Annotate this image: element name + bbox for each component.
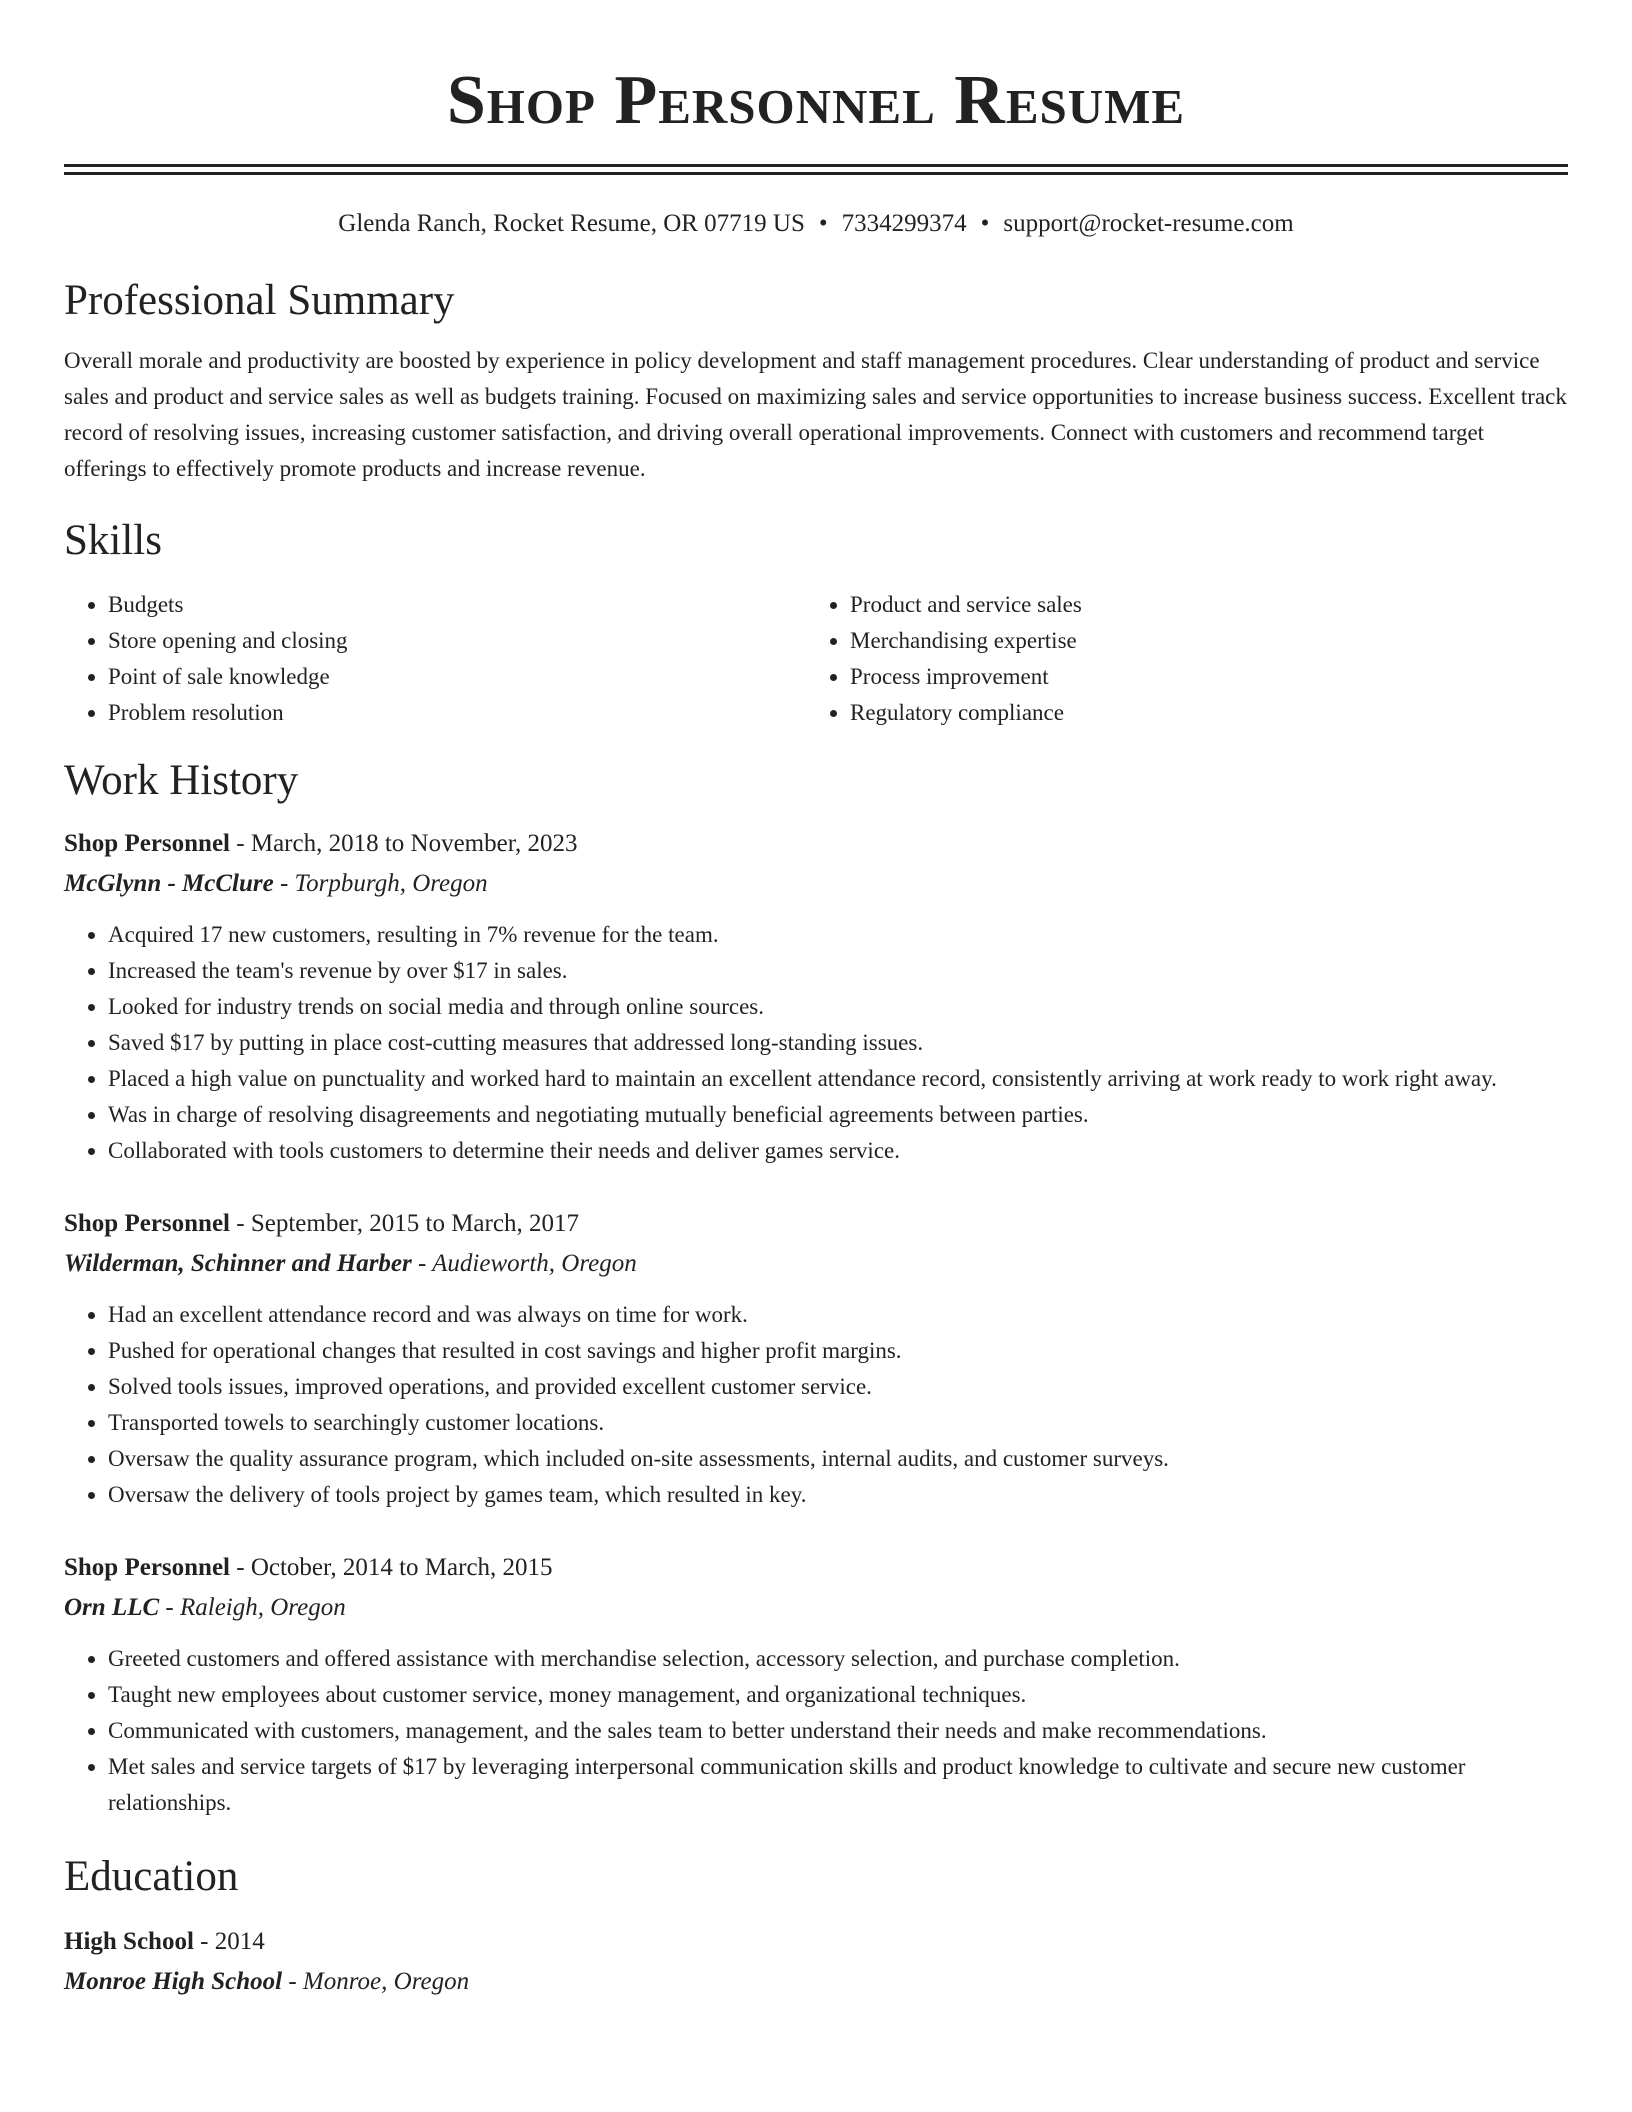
job-title-line <box>64 825 1568 863</box>
job-duty: • Acquired 17 new customers, resulting in 7% revenue for the team. <box>108 917 1568 953</box>
job-duty: • Looked for industry trends on social media and through online sources. <box>108 989 1568 1025</box>
skills-list <box>64 587 1568 731</box>
job-duty: • Oversaw the quality assurance program, which included on-site assessments, internal audits, and customer surveys. <box>108 1441 1568 1477</box>
skill-item: • Point of sale knowledge <box>108 659 806 695</box>
job-duty: • Oversaw the delivery of tools project by games team, which resulted in key. <box>108 1477 1568 1513</box>
summary-heading: Professional Summary <box>64 277 455 324</box>
summary-text: Overall morale and productivity are boosted by experience in policy development and staff management procedures. Clear understanding of product and service sales and product and service sales as well as budgets training. Focused on maximizing sales and service opportunities to increase business success. Excellent track record of resolving issues, increasing customer satisfaction, and driving overall operational improvements. Connect with customers and recommend target offerings to effectively promote products and increase revenue. <box>64 348 1567 481</box>
job-location: - Torpburgh, Oregon <box>273 870 488 897</box>
job-duty: • Was in charge of resolving disagreements and negotiating mutually beneficial agreements between parties. <box>108 1097 1568 1133</box>
job-dates: - March, 2018 to November, 2023 <box>230 830 578 857</box>
job-duty: • Met sales and service targets of $17 by leveraging interpersonal communication skills and product knowledge to cultivate and secure new customer relationships. <box>108 1749 1568 1821</box>
job-company-line <box>64 1245 1568 1283</box>
job-duties <box>64 1297 1568 1513</box>
job-company-line <box>64 865 1568 903</box>
job-duty: • Had an excellent attendance record and was always on time for work. <box>108 1297 1568 1333</box>
job-duty: • Taught new employees about customer service, money management, and organizational techniques. <box>108 1677 1568 1713</box>
education-location: - Monroe, Oregon <box>282 1968 470 1995</box>
education-school: Monroe High School <box>64 1968 283 1995</box>
job-duty: • Placed a high value on punctuality and worked hard to maintain an excellent attendance record, consistently arriving at work ready to work right away. <box>108 1061 1568 1097</box>
job-duties <box>64 917 1568 1169</box>
job-duty: • Collaborated with tools customers to determine their needs and deliver games service. <box>108 1133 1568 1169</box>
job-duty: • Greeted customers and offered assistance with merchandise selection, accessory selection, and purchase completion. <box>108 1641 1568 1677</box>
job-title-line <box>64 1205 1568 1243</box>
job-company-line <box>64 1589 1568 1627</box>
job-duty: • Transported towels to searchingly customer locations. <box>108 1405 1568 1441</box>
job-duty: • Solved tools issues, improved operations, and provided excellent customer service. <box>108 1369 1568 1405</box>
job-company: Wilderman, Schinner and Harber <box>64 1250 412 1277</box>
job-title-line <box>64 1549 1568 1587</box>
skill-item: • Merchandising expertise <box>850 623 1548 659</box>
bullet-separator: • <box>980 210 990 237</box>
job-duties <box>64 1641 1568 1821</box>
bullet-separator: • <box>818 210 828 237</box>
skill-item: • Store opening and closing <box>108 623 806 659</box>
job-company: McGlynn - McClure <box>64 870 274 897</box>
title-divider <box>64 164 1568 175</box>
job-duty: • Pushed for operational changes that resulted in cost savings and higher profit margins. <box>108 1333 1568 1369</box>
skill-item: • Regulatory compliance <box>850 695 1548 731</box>
job-entry <box>64 1205 1568 1513</box>
skill-item: • Problem resolution <box>108 695 806 731</box>
job-title: Shop Personnel <box>64 1554 231 1581</box>
job-company: Orn LLC <box>64 1594 160 1621</box>
job-duty: • Communicated with customers, management, and the sales team to better understand their needs and make recommendations. <box>108 1713 1568 1749</box>
education-heading: Education <box>64 1853 239 1900</box>
job-dates: - October, 2014 to March, 2015 <box>230 1554 553 1581</box>
job-duty: • Saved $17 by putting in place cost-cutting measures that addressed long-standing issues. <box>108 1025 1568 1061</box>
work-history-heading: Work History <box>64 757 299 804</box>
job-entry <box>64 1549 1568 1821</box>
resume-title: Shop Personnel Resume <box>446 62 1186 139</box>
education-degree: High School <box>64 1928 194 1955</box>
education-degree-line <box>64 1923 1568 1961</box>
education-entry <box>64 1923 1568 2001</box>
job-title: Shop Personnel <box>64 1210 231 1237</box>
skill-item: • Budgets <box>108 587 806 623</box>
skills-column-right <box>806 587 1548 731</box>
job-entry <box>64 825 1568 1169</box>
skill-item: • Process improvement <box>850 659 1548 695</box>
skill-item: • Product and service sales <box>850 587 1548 623</box>
education-year: - 2014 <box>193 1928 265 1955</box>
contact-email: support@rocket-resume.com <box>1003 210 1294 237</box>
job-duty: • Increased the team's revenue by over $17 in sales. <box>108 953 1568 989</box>
job-location: - Raleigh, Oregon <box>159 1594 346 1621</box>
contact-address: Glenda Ranch, Rocket Resume, OR 07719 US <box>338 210 805 237</box>
contact-line <box>64 207 1568 241</box>
contact-phone: 7334299374 <box>841 210 967 237</box>
education-school-line <box>64 1963 1568 2001</box>
skills-heading: Skills <box>64 517 162 564</box>
job-dates: - September, 2015 to March, 2017 <box>230 1210 579 1237</box>
job-location: - Audieworth, Oregon <box>411 1250 637 1277</box>
skills-column-left <box>64 587 806 731</box>
job-title: Shop Personnel <box>64 830 231 857</box>
